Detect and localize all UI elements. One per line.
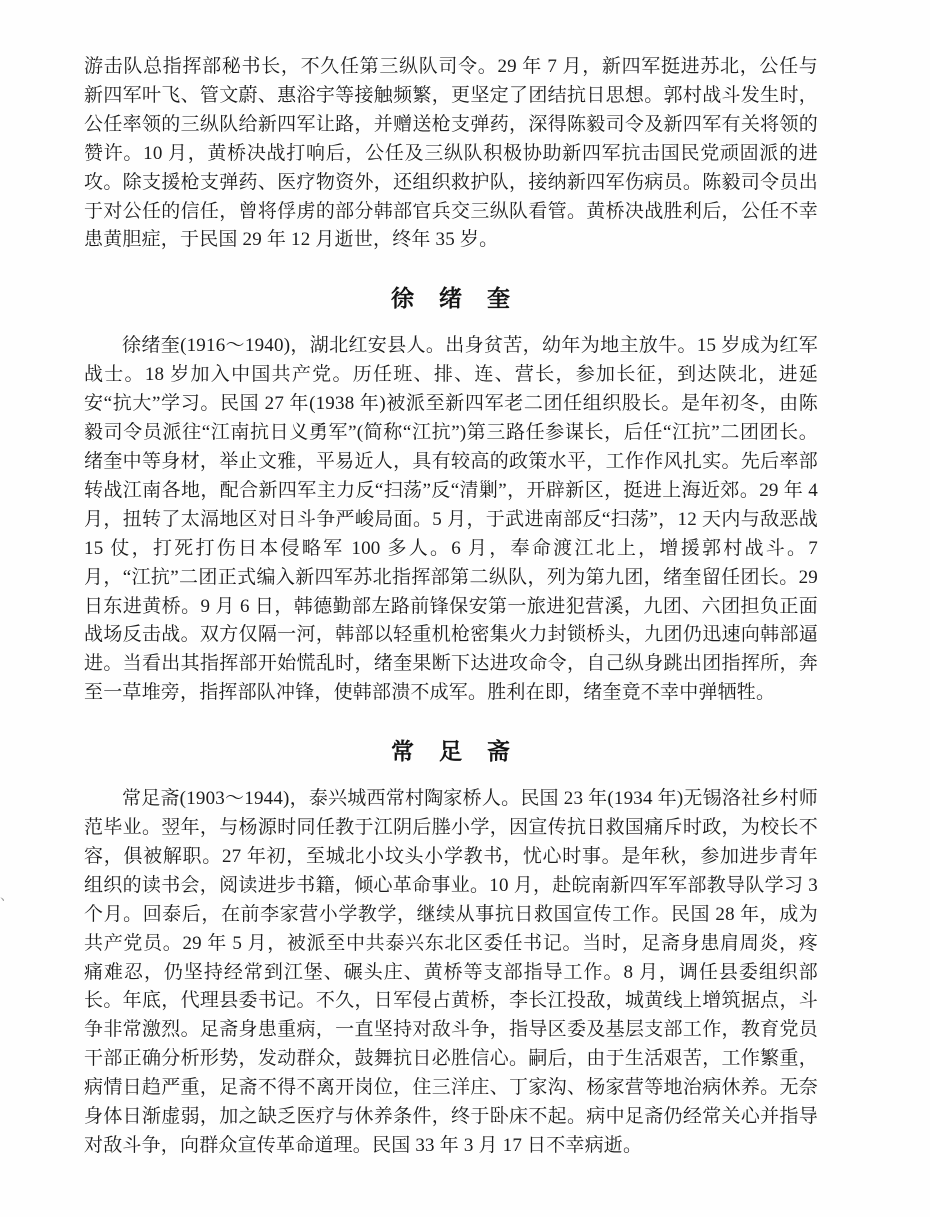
scan-artifact-mark: 、 — [0, 889, 14, 904]
section-heading-chang-zuzhai: 常 足 斋 — [391, 739, 511, 765]
paragraph-biography-chang-zuzhai: 常足斋(1903～1944)，泰兴城西常村陶家桥人。民国 23 年(1934 年)无锡洛社乡村师范毕业。翌年，与杨源时同任教于江阴后塍小学，因宣传抗日救国痛斥时政，为校长不容，俱被解职。27 年初，至城北小坟头小学教书，忧心时事。是年秋，参加进步青年组织的读书会，阅读进步书籍，倾心革命事业。10 月，赴皖南新四军军部教导队学习 3 个月。回泰后，在前李家营小学教学，继续从事抗日救国宣传工作。民国 28 年，成为共产党员。29 年 5 月，被派至中共泰兴东北区委任书记。当时，足斋身患肩周炎，疼痛难忍，仍坚持经常到江堡、碾头庄、黄桥等支部指导工作。8 月，调任县委组织部长。年底，代理县委书记。不久，日军侵占黄桥，李长江投敌，城黄线上增筑据点，斗争非常激烈。足斋身患重病，一直坚持对敌斗争，指导区委及基层支部工作，教育党员干部正确分析形势，发动群众，鼓舞抗日必胜信心。嗣后，由于生活艰苦，工作繁重，病情日趋严重，足斋不得不离开岗位，住三洋庄、丁家沟、杨家营等地治病休养。无奈身体日渐虚弱，加之缺乏医疗与休养条件，终于卧床不起。病中足斋仍经常关心并指导对敌斗争，向群众宣传革命道理。民国 33 年 3 月 17 日不幸病逝。 — [84, 788, 818, 1156]
paragraph-intro-continuation: 游击队总指挥部秘书长，不久任第三纵队司令。29 年 7 月，新四军挺进苏北，公任与新四军叶飞、管文蔚、惠浴宇等接触频繁，更坚定了团结抗日思想。郭村战斗发生时，公任率领的三纵队给新四军让路，并赠送枪支弹药，深得陈毅司令及新四军有关将领的赞许。10 月，黄桥决战打响后，公任及三纵队积极协助新四军抗击国民党顽固派的进攻。除支援枪支弹药、医疗物资外，还组织救护队，接纳新四军伤病员。陈毅司令员出于对公任的信任，曾将俘虏的部分韩部官兵交三纵队看管。黄桥决战胜利后，公任不幸患黄胆症，于民国 29 年 12 月逝世，终年 35 岁。 — [84, 56, 818, 251]
paragraph-biography-xu-xukui: 徐绪奎(1916～1940)，湖北红安县人。出身贫苦，幼年为地主放牛。15 岁成为红军战士。18 岁加入中国共产党。历任班、排、连、营长，参加长征，到达陕北，进延安“抗大”学习。民国 27 年(1938 年)被派至新四军老二团任组织股长。是年初冬，由陈毅司令员派往“江南抗日义勇军”(简称“江抗”)第三路任参谋长，后任“江抗”二团团长。绪奎中等身材，举止文雅，平易近人，具有较高的政策水平，工作作风扎实。先后率部转战江南各地，配合新四军主力反“扫荡”反“清剿”，开辟新区，挺进上海近郊。29 年 4 月，扭转了太滆地区对日斗争严峻局面。5 月，于武进南部反“扫荡”，12 天内与敌恶战 15 仗，打死打伤日本侵略军 100 多人。6 月，奉命渡江北上，增援郭村战斗。7 月，“江抗”二团正式编入新四军苏北指挥部第二纵队，列为第九团，绪奎留任团长。29 日东进黄桥。9 月 6 日，韩德勤部左路前锋保安第一旅进犯营溪，九团、六团担负正面战场反击战。双方仅隔一河，韩部以轻重机枪密集火力封锁桥头，九团仍迅速向韩部逼进。当看出其指挥部开始慌乱时，绪奎果断下达进攻命令，自己纵身跳出团指挥所，奔至一草堆旁，指挥部队冲锋，使韩部溃不成军。胜利在即，绪奎竟不幸中弹牺牲。 — [84, 335, 818, 704]
section-heading-xu-xukui: 徐 绪 奎 — [391, 286, 511, 312]
